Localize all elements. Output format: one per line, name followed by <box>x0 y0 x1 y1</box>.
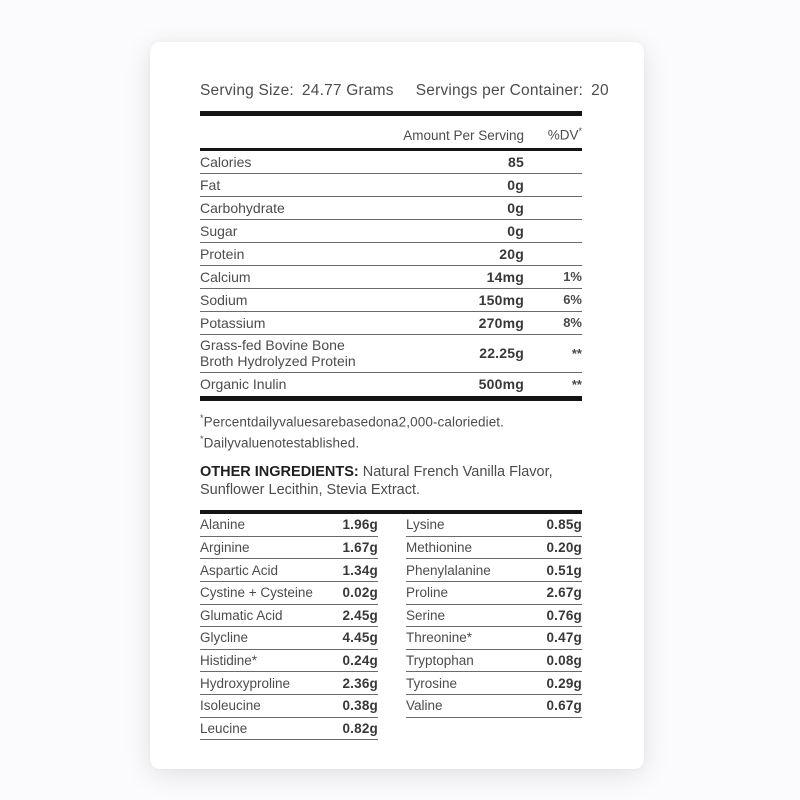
other-ingredients-text: Natural French Vanilla Flavor, Sunflower Lecithin, Stevia Extract. <box>200 463 553 499</box>
amino-name: Methionine <box>406 540 473 556</box>
nutrient-name: Sugar <box>200 222 238 239</box>
nutrient-row <box>200 174 582 197</box>
amino-row <box>200 695 378 718</box>
amino-name: Glumatic Acid <box>200 607 283 623</box>
amino-row <box>200 718 378 741</box>
amino-name: Histidine* <box>200 653 258 669</box>
amino-value: 0.29g <box>546 675 582 691</box>
amino-name: Aspartic Acid <box>200 562 279 578</box>
nutrient-name: Calories <box>200 153 252 170</box>
amino-row <box>406 650 582 673</box>
other-ingredients-label: OTHER INGREDIENTS: <box>200 463 359 480</box>
amino-value: 2.45g <box>342 607 378 623</box>
nutrient-amount: 0g <box>507 199 524 216</box>
nutrient-name: Grass-fed Bovine Bone Broth Hydrolyzed Protein <box>200 337 356 370</box>
amino-value: 0.82g <box>342 720 378 736</box>
amino-row <box>200 514 378 537</box>
amino-row <box>406 559 582 582</box>
nutrient-row <box>200 289 582 312</box>
nutrient-dv: ** <box>571 345 582 361</box>
footnotes <box>200 410 582 452</box>
amino-value: 2.36g <box>342 675 378 691</box>
nutrient-name: Carbohydrate <box>200 199 285 216</box>
amino-value: 2.67g <box>546 585 582 601</box>
nutrient-dv: 1% <box>563 269 582 284</box>
amino-value: 1.34g <box>342 562 378 578</box>
nutrient-row <box>200 312 582 335</box>
nutrient-amount: 20g <box>499 245 524 262</box>
nutrient-name: Organic Inulin <box>200 376 287 393</box>
nutrient-amount: 500mg <box>478 376 524 393</box>
amino-row <box>406 537 582 560</box>
amino-value: 1.96g <box>342 517 378 533</box>
amino-name: Arginine <box>200 540 250 556</box>
amino-value: 0.20g <box>546 540 582 556</box>
amino-row <box>406 695 582 718</box>
amino-row <box>406 605 582 628</box>
amino-row <box>200 582 378 605</box>
amino-row <box>200 627 378 650</box>
amino-value: 0.24g <box>342 653 378 669</box>
amino-value: 0.38g <box>342 698 378 714</box>
amino-value: 0.76g <box>546 607 582 623</box>
nutrient-amount: 0g <box>507 222 524 239</box>
servings-per-container-label: Servings per Container: <box>415 82 584 99</box>
divider-bar-middle <box>200 396 582 401</box>
amino-name: Threonine* <box>406 630 473 646</box>
nutrient-row <box>200 243 582 266</box>
other-ingredients <box>200 463 575 500</box>
amino-name: Hydroxyproline <box>200 675 291 691</box>
serving-size-value: 24.77 Grams <box>301 82 394 99</box>
nutrient-name: Sodium <box>200 291 248 308</box>
nutrient-row <box>200 220 582 243</box>
footnote-mark: * <box>200 433 204 444</box>
amino-name: Serine <box>406 607 446 623</box>
amino-acid-table <box>200 514 582 740</box>
nutrition-facts-card <box>150 42 644 769</box>
amino-name: Tyrosine <box>406 675 458 691</box>
footnote-mark: * <box>200 412 204 423</box>
nutrient-amount: 270mg <box>478 314 524 331</box>
amino-name: Leucine <box>200 720 248 736</box>
serving-info-row <box>200 82 609 100</box>
amino-row <box>200 559 378 582</box>
nutrient-row <box>200 151 582 174</box>
nutrient-dv: 8% <box>563 315 582 330</box>
dv-header: %DV* <box>547 126 582 143</box>
amino-value: 4.45g <box>342 630 378 646</box>
footnote-dv-not-established: *Dailyvaluenotestablished. <box>200 433 360 451</box>
amino-row <box>406 672 582 695</box>
amino-value: 1.67g <box>342 540 378 556</box>
nutrient-row <box>200 197 582 220</box>
servings-per-container-value: 20 <box>591 82 609 99</box>
nutrient-dv: ** <box>571 376 582 392</box>
amino-name: Phenylalanine <box>406 562 491 578</box>
amino-column-right <box>406 514 582 740</box>
amino-column-left <box>200 514 378 740</box>
nutrient-table <box>200 151 582 396</box>
amino-value: 0.51g <box>546 562 582 578</box>
nutrient-row <box>200 335 582 373</box>
amino-value: 0.02g <box>342 585 378 601</box>
amino-value: 0.85g <box>546 517 582 533</box>
amino-name: Proline <box>406 585 449 601</box>
amino-name: Valine <box>406 698 443 714</box>
amino-row <box>200 650 378 673</box>
nutrient-amount: 0g <box>507 176 524 193</box>
amino-value: 0.47g <box>546 630 582 646</box>
nutrient-amount: 150mg <box>478 291 524 308</box>
nutrient-row <box>200 373 582 396</box>
nutrient-name: Protein <box>200 245 245 262</box>
amino-name: Cystine + Cysteine <box>200 585 313 601</box>
nutrient-amount: 22.25g <box>479 345 524 362</box>
amino-row <box>200 605 378 628</box>
nutrient-name: Calcium <box>200 268 251 285</box>
amino-row <box>406 582 582 605</box>
amino-name: Glycline <box>200 630 249 646</box>
amino-row <box>406 514 582 537</box>
nutrition-table-header <box>200 116 582 151</box>
nutrient-row <box>200 266 582 289</box>
amino-name: Lysine <box>406 517 445 533</box>
nutrient-name: Fat <box>200 176 221 193</box>
nutrient-amount: 14mg <box>486 268 524 285</box>
dv-footnote-mark: * <box>578 126 582 136</box>
amino-value: 0.08g <box>546 653 582 669</box>
nutrient-name: Potassium <box>200 314 266 331</box>
amino-row <box>200 537 378 560</box>
amino-row <box>200 672 378 695</box>
amino-name: Alanine <box>200 517 246 533</box>
amino-row <box>406 627 582 650</box>
serving-size-label: Serving Size: <box>200 82 294 99</box>
nutrient-amount: 85 <box>508 153 524 170</box>
footnote-daily-values: *Percentdailyvaluesarebasedona2,000-caloriediet. <box>200 412 505 430</box>
amino-name: Isoleucine <box>200 698 261 714</box>
nutrient-dv: 6% <box>563 292 582 307</box>
amount-per-serving-header: Amount Per Serving <box>403 127 524 143</box>
amino-name: Tryptophan <box>406 653 474 669</box>
amino-value: 0.67g <box>546 698 582 714</box>
